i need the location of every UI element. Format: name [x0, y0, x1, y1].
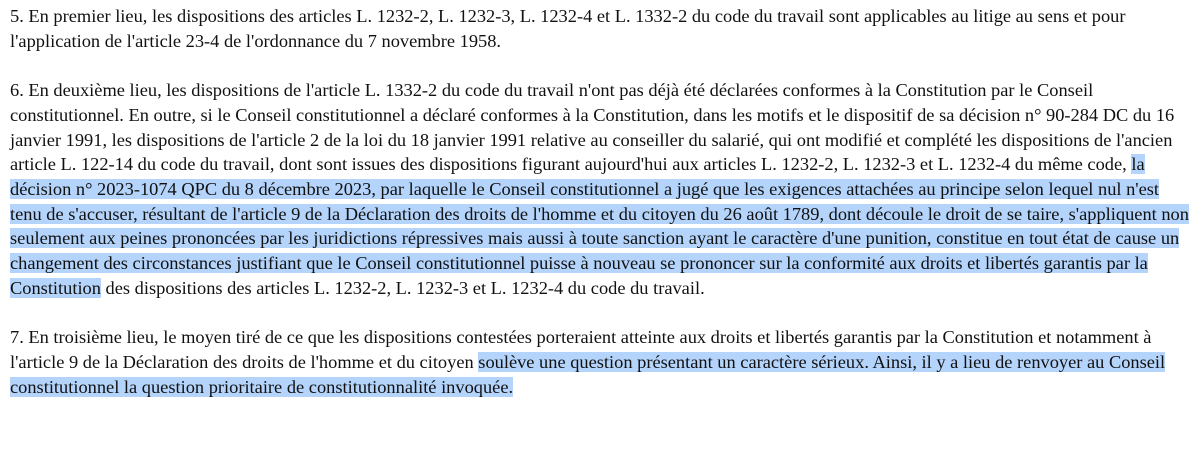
- paragraph-5-text: 5. En premier lieu, les dispositions des articles L. 1232-2, L. 1232-3, L. 1232-4 et L. 1332-2 du code du travail sont applicables au litige au sens et pour l'application de l'article 23-4 de l'ordonnance du 7 novembre 1958.: [10, 6, 1126, 51]
- paragraph-5: [10, 4, 1190, 53]
- paragraph-6-selected-text[interactable]: la décision n° 2023-1074 QPC du 8 décembre 2023, par laquelle le Conseil constitutionnel a jugé que les exigences attachées au principe selon lequel nul n'est tenu de s'accuser, résultant de l'article 9 de la Déclaration des droits de l'homme et du citoyen du 26 août 1789, dont découle le droit de se taire, s'appliquent non seulement aux peines prononcées par les juridictions répressives mais aussi à toute sanction ayant le caractère d'une punition, constitue en tout état de cause un changement des circonstances justifiant que le Conseil constitutionnel puisse à nouveau se prononcer sur la conformité aux droits et libertés garantis par la Constitution: [10, 154, 1189, 298]
- document-body: [10, 4, 1190, 424]
- paragraph-6-text-end: des dispositions des articles L. 1232-2, L. 1232-3 et L. 1232-4 du code du travail.: [100, 277, 705, 298]
- paragraph-7-selected-text[interactable]: soulève une question présentant un caractère sérieux. Ainsi, il y a lieu de renvoyer au Conseil constitutionnel la question prioritaire de constitutionnalité invoquée.: [10, 351, 1166, 397]
- paragraph-7-text-intro: 7. En troisième lieu, le moyen tiré de ce que les dispositions contestées porteraient atteinte aux droits et libertés garantis par la Constitution et notamment à l'article 9 de la Déclaration des droits de l'homme et du citoyen: [10, 327, 1152, 372]
- paragraph-7: [10, 325, 1190, 399]
- paragraph-6-text-intro: 6. En deuxième lieu, les dispositions de l'article L. 1332-2 du code du travail n'ont pas déjà été déclarées conformes à la Constitution par le Conseil constitutionnel. En outre, si le Conseil constitutionnel a déclaré conformes à la Constitution, dans les motifs et le dispositif de sa décision n° 90-284 DC du 16 janvier 1991, les dispositions de l'article 2 de la loi du 18 janvier 1991 relative au conseiller du salarié, qui ont modifié et complété les dispositions de l'ancien article L. 122-14 du code du travail, dont sont issues des dispositions figurant aujourd'hui aux articles L. 1232-2, L. 1232-3 et L. 1232-4 du même code,: [10, 80, 1175, 175]
- paragraph-6: [10, 78, 1190, 300]
